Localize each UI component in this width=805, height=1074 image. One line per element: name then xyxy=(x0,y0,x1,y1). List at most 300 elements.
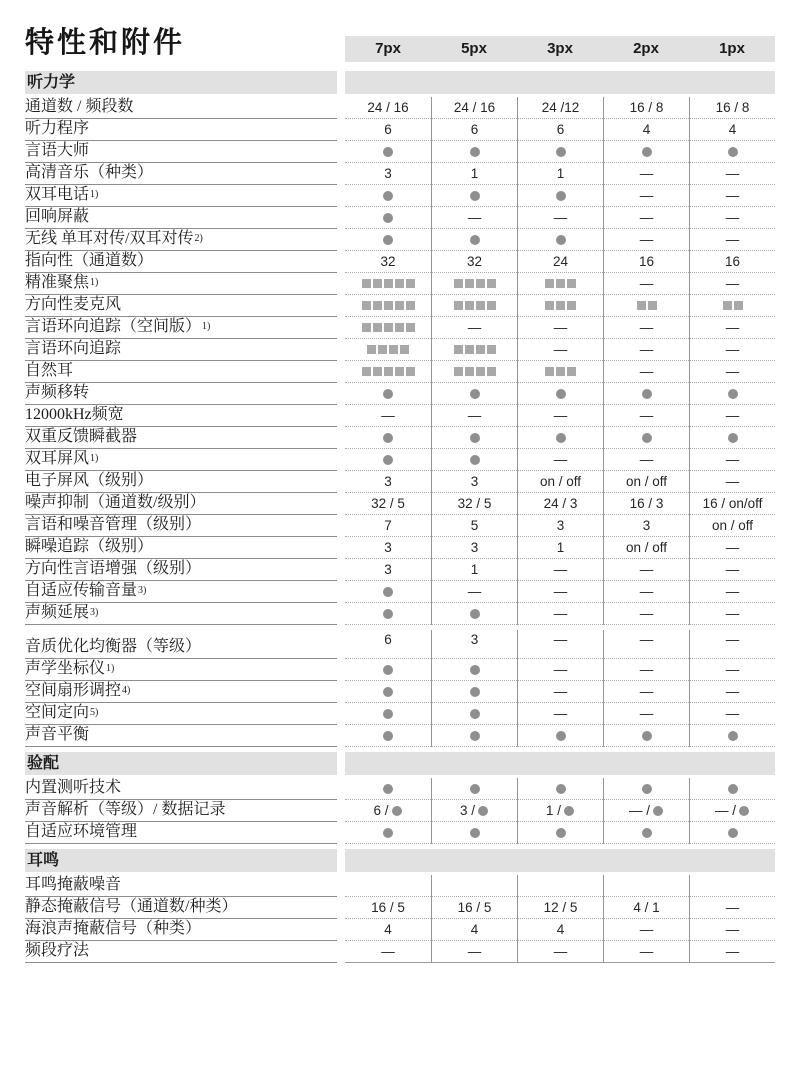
cell-text: 1 xyxy=(556,540,565,555)
row-label xyxy=(25,603,337,625)
cell-text: — xyxy=(553,320,568,335)
cell xyxy=(345,493,431,515)
row-cells xyxy=(345,822,775,844)
table-row xyxy=(25,515,805,537)
row-cells xyxy=(345,251,775,273)
cell xyxy=(431,405,517,427)
page-title: 特性和附件 xyxy=(25,27,186,59)
cell-text: on / off xyxy=(625,474,668,489)
cell-text: 3 xyxy=(384,166,392,181)
level-square-icon xyxy=(545,367,554,376)
cell-text: — xyxy=(725,540,740,555)
row-cells xyxy=(345,919,775,941)
cell xyxy=(689,725,775,747)
row-label xyxy=(25,449,337,471)
feature-dot-icon xyxy=(383,784,393,794)
cell xyxy=(689,559,775,581)
cell xyxy=(431,163,517,185)
cell xyxy=(431,427,517,449)
cell-text: — xyxy=(639,706,654,721)
cell xyxy=(431,603,517,625)
feature-dot-icon xyxy=(383,455,393,465)
cell-text: — xyxy=(725,232,740,247)
cell-text: 3 xyxy=(556,518,565,533)
level-square-icon xyxy=(465,301,474,310)
feature-dot-icon xyxy=(642,433,652,443)
cell xyxy=(689,317,775,339)
cell-text: — xyxy=(553,562,568,577)
level-square-icon xyxy=(454,367,463,376)
level-square-icon xyxy=(476,345,485,354)
cell-text: — xyxy=(725,944,740,959)
cell-text: — / xyxy=(714,803,736,818)
cell xyxy=(603,361,689,383)
table-row xyxy=(25,800,805,822)
cell-text: on / off xyxy=(625,540,668,555)
level-square-icon xyxy=(378,345,387,354)
footnote-marker: 1) xyxy=(106,663,115,674)
row-label-text: 静态掩蔽信号（通道数/种类） xyxy=(25,898,238,915)
row-label xyxy=(25,97,337,119)
feature-dot-icon xyxy=(556,191,566,201)
row-label-text: 方向性言语增强（级别） xyxy=(25,560,202,577)
cell xyxy=(689,383,775,405)
cell-text: — xyxy=(553,452,568,467)
feature-dot-icon xyxy=(556,731,566,741)
cell-text: 24 / 3 xyxy=(543,496,578,511)
page-header xyxy=(0,0,805,66)
cell xyxy=(603,537,689,559)
cell xyxy=(689,493,775,515)
cell-text: — xyxy=(553,606,568,621)
row-label xyxy=(25,295,337,317)
cell xyxy=(345,383,431,405)
row-label-text: 无线 单耳对传/双耳对传 xyxy=(25,230,194,247)
cell-text: — xyxy=(725,562,740,577)
cell xyxy=(345,875,431,897)
cell xyxy=(517,185,603,207)
cell xyxy=(689,207,775,229)
feature-dot-icon xyxy=(383,687,393,697)
cell xyxy=(517,800,603,822)
level-square-icon xyxy=(454,345,463,354)
footnote-marker: 3) xyxy=(90,607,99,618)
level-square-icon xyxy=(567,367,576,376)
cell xyxy=(603,515,689,537)
cell-text: 16 / 3 xyxy=(629,496,664,511)
cell-text: 16 / 8 xyxy=(629,100,664,115)
feature-dot-icon xyxy=(653,806,663,816)
cell-text: 3 xyxy=(384,474,392,489)
cell-text: 1 / xyxy=(545,803,561,818)
cell xyxy=(603,97,689,119)
row-cells xyxy=(345,725,775,747)
cell xyxy=(689,339,775,361)
cell-text: — xyxy=(553,662,568,677)
row-label xyxy=(25,941,337,963)
feature-dot-icon xyxy=(470,828,480,838)
cell-text: — xyxy=(639,342,654,357)
feature-dot-icon xyxy=(470,191,480,201)
row-cells xyxy=(345,681,775,703)
cell xyxy=(689,778,775,800)
column-header-5px: 5px xyxy=(461,40,487,57)
cell-text: 4 xyxy=(728,122,737,137)
cell xyxy=(345,659,431,681)
row-label-text: 声频移转 xyxy=(25,384,90,401)
feature-dot-icon xyxy=(470,731,480,741)
table-row xyxy=(25,630,805,659)
row-cells xyxy=(345,97,775,119)
row-label xyxy=(25,229,337,251)
table-row xyxy=(25,449,805,471)
table-row xyxy=(25,361,805,383)
row-cells xyxy=(345,339,775,361)
cell xyxy=(689,405,775,427)
row-label xyxy=(25,185,337,207)
row-cells xyxy=(345,559,775,581)
cell xyxy=(431,471,517,493)
cell xyxy=(603,449,689,471)
cell xyxy=(517,339,603,361)
cell xyxy=(689,471,775,493)
cell-text: — xyxy=(639,632,654,647)
cell xyxy=(603,875,689,897)
level-square-icon xyxy=(395,279,404,288)
row-label xyxy=(25,919,337,941)
row-label xyxy=(25,800,337,822)
level-square-icon xyxy=(567,301,576,310)
cell xyxy=(345,537,431,559)
cell xyxy=(345,515,431,537)
cell-text: on / off xyxy=(539,474,582,489)
table-row xyxy=(25,919,805,941)
cell xyxy=(603,207,689,229)
row-label-text: 双耳电话 xyxy=(25,186,90,203)
cell xyxy=(517,778,603,800)
cell xyxy=(603,119,689,141)
cell xyxy=(431,537,517,559)
cell xyxy=(517,822,603,844)
level-square-icon xyxy=(487,367,496,376)
cell-text: 4 xyxy=(642,122,651,137)
cell xyxy=(689,581,775,603)
footnote-marker: 1) xyxy=(90,453,99,464)
row-cells xyxy=(345,471,775,493)
cell xyxy=(689,515,775,537)
level-square-icon xyxy=(545,301,554,310)
level-square-icon xyxy=(373,279,382,288)
level-square-icon xyxy=(487,345,496,354)
cell-text: 3 xyxy=(470,474,479,489)
cell-text: — xyxy=(725,922,740,937)
table-row xyxy=(25,141,805,163)
section-header-row xyxy=(25,849,805,872)
level-square-icon xyxy=(454,279,463,288)
table-row xyxy=(25,471,805,493)
cell-text: — xyxy=(467,210,482,225)
table-column-headers xyxy=(345,36,775,62)
level-square-icon xyxy=(395,367,404,376)
section-1 xyxy=(0,752,805,844)
level-square-icon xyxy=(384,323,393,332)
level-square-icon xyxy=(406,323,415,332)
spec-table xyxy=(0,71,805,963)
table-row xyxy=(25,163,805,185)
cell xyxy=(689,273,775,295)
table-row xyxy=(25,778,805,800)
cell xyxy=(345,630,431,659)
row-cells xyxy=(345,295,775,317)
cell xyxy=(517,875,603,897)
row-label xyxy=(25,659,337,681)
column-header-3px: 3px xyxy=(547,40,573,57)
cell xyxy=(603,941,689,963)
cell xyxy=(517,119,603,141)
cell xyxy=(689,163,775,185)
cell xyxy=(345,703,431,725)
cell-text: 4 / 1 xyxy=(633,900,660,915)
cell xyxy=(431,659,517,681)
feature-dot-icon xyxy=(383,709,393,719)
feature-dot-icon xyxy=(383,235,393,245)
row-cells xyxy=(345,941,775,963)
cell xyxy=(431,493,517,515)
table-row xyxy=(25,659,805,681)
table-row xyxy=(25,251,805,273)
row-label xyxy=(25,681,337,703)
cell-text: — xyxy=(553,584,568,599)
cell xyxy=(517,449,603,471)
row-label-text: 声频延展 xyxy=(25,604,90,621)
cell-text: 1 xyxy=(470,562,479,577)
cell xyxy=(431,778,517,800)
cell xyxy=(431,317,517,339)
row-cells xyxy=(345,449,775,471)
cell-text: 3 xyxy=(470,632,479,647)
cell xyxy=(689,119,775,141)
cell-text: — xyxy=(725,364,740,379)
feature-dot-icon xyxy=(470,455,480,465)
row-label-text: 双耳屏风 xyxy=(25,450,90,467)
footnote-marker: 1) xyxy=(90,189,99,200)
row-label-text: 声音平衡 xyxy=(25,726,90,743)
row-cells xyxy=(345,207,775,229)
row-cells xyxy=(345,119,775,141)
cell xyxy=(689,875,775,897)
cell xyxy=(689,185,775,207)
row-cells xyxy=(345,630,775,659)
section-2 xyxy=(0,849,805,963)
cell xyxy=(345,405,431,427)
section-header-row xyxy=(25,752,805,775)
row-cells xyxy=(345,800,775,822)
level-square-icon xyxy=(395,301,404,310)
cell xyxy=(603,185,689,207)
level-square-icon xyxy=(362,301,371,310)
cell xyxy=(431,207,517,229)
level-square-icon xyxy=(406,301,415,310)
feature-dot-icon xyxy=(642,784,652,794)
row-label xyxy=(25,405,337,427)
section-title: 验配 xyxy=(25,752,337,775)
row-label xyxy=(25,207,337,229)
cell xyxy=(345,471,431,493)
row-label xyxy=(25,537,337,559)
section-title: 听力学 xyxy=(25,71,337,94)
cell-text: — xyxy=(639,452,654,467)
cell xyxy=(517,427,603,449)
cell xyxy=(517,207,603,229)
row-label-text: 海浪声掩蔽信号（种类） xyxy=(25,920,202,937)
cell xyxy=(603,659,689,681)
cell xyxy=(517,295,603,317)
table-row xyxy=(25,537,805,559)
row-label xyxy=(25,273,337,295)
feature-dot-icon xyxy=(383,587,393,597)
level-square-icon xyxy=(465,367,474,376)
feature-dot-icon xyxy=(383,828,393,838)
cell xyxy=(689,361,775,383)
feature-dot-icon xyxy=(556,235,566,245)
feature-dot-icon xyxy=(728,433,738,443)
cell xyxy=(689,681,775,703)
row-cells xyxy=(345,405,775,427)
level-square-icon xyxy=(465,279,474,288)
cell xyxy=(517,681,603,703)
cell xyxy=(689,603,775,625)
level-square-icon xyxy=(723,301,732,310)
cell xyxy=(603,427,689,449)
table-row xyxy=(25,875,805,897)
feature-dot-icon xyxy=(470,235,480,245)
cell xyxy=(345,339,431,361)
row-label xyxy=(25,493,337,515)
cell-text: — xyxy=(725,320,740,335)
cell xyxy=(345,822,431,844)
cell-text: — xyxy=(725,276,740,291)
level-square-icon xyxy=(400,345,409,354)
cell-text: — xyxy=(639,210,654,225)
row-label-text: 空间扇形调控 xyxy=(25,682,122,699)
cell-text: — xyxy=(639,408,654,423)
cell-text: — xyxy=(639,944,654,959)
row-label-text: 言语大师 xyxy=(25,142,90,159)
cell xyxy=(345,681,431,703)
feature-dot-icon xyxy=(383,609,393,619)
cell xyxy=(517,630,603,659)
cell-text: 5 xyxy=(470,518,479,533)
row-cells xyxy=(345,659,775,681)
table-row xyxy=(25,493,805,515)
cell xyxy=(689,703,775,725)
cell xyxy=(345,778,431,800)
cell xyxy=(603,603,689,625)
level-square-icon xyxy=(637,301,646,310)
cell-text: 3 / xyxy=(459,803,475,818)
row-cells xyxy=(345,317,775,339)
cell-text: 3 xyxy=(384,562,392,577)
cell xyxy=(689,449,775,471)
row-cells xyxy=(345,778,775,800)
feature-dot-icon xyxy=(642,147,652,157)
cell xyxy=(517,897,603,919)
cell xyxy=(345,97,431,119)
row-label-text: 声学坐标仪 xyxy=(25,660,106,677)
row-label-text: 言语和噪音管理（级别） xyxy=(25,516,202,533)
row-cells xyxy=(345,383,775,405)
cell xyxy=(603,897,689,919)
row-label-text: 自适应传输音量 xyxy=(25,582,138,599)
row-label-text: 自然耳 xyxy=(25,362,74,379)
table-row xyxy=(25,207,805,229)
cell xyxy=(345,800,431,822)
table-row xyxy=(25,339,805,361)
table-row xyxy=(25,97,805,119)
row-label xyxy=(25,471,337,493)
row-label-text: 空间定向 xyxy=(25,704,90,721)
table-row xyxy=(25,559,805,581)
cell xyxy=(689,251,775,273)
cell xyxy=(603,581,689,603)
row-label xyxy=(25,875,337,897)
row-cells xyxy=(345,361,775,383)
feature-dot-icon xyxy=(478,806,488,816)
cell-text: — xyxy=(553,632,568,647)
row-label xyxy=(25,383,337,405)
cell-text: — xyxy=(553,684,568,699)
feature-dot-icon xyxy=(383,665,393,675)
cell xyxy=(517,515,603,537)
cell xyxy=(689,427,775,449)
table-row xyxy=(25,405,805,427)
cell-text: — xyxy=(725,188,740,203)
cell xyxy=(517,659,603,681)
level-square-icon xyxy=(487,279,496,288)
footnote-marker: 1) xyxy=(202,321,211,332)
feature-dot-icon xyxy=(642,389,652,399)
cell-text: 24 / 16 xyxy=(453,100,496,115)
cell xyxy=(603,471,689,493)
cell-text: — xyxy=(725,662,740,677)
cell-text: — xyxy=(725,606,740,621)
cell-text: 7 xyxy=(384,518,392,533)
cell xyxy=(603,725,689,747)
cell xyxy=(603,273,689,295)
row-label xyxy=(25,559,337,581)
row-label-text: 自适应环境管理 xyxy=(25,823,138,840)
level-square-icon xyxy=(373,367,382,376)
feature-dot-icon xyxy=(470,147,480,157)
cell xyxy=(603,559,689,581)
cell xyxy=(431,449,517,471)
cell xyxy=(689,800,775,822)
level-square-icon xyxy=(556,279,565,288)
level-square-icon xyxy=(384,279,393,288)
cell xyxy=(431,295,517,317)
cell xyxy=(431,703,517,725)
cell xyxy=(345,559,431,581)
cell xyxy=(517,603,603,625)
footnote-marker: 5) xyxy=(90,707,99,718)
cell xyxy=(345,163,431,185)
cell xyxy=(431,97,517,119)
cell xyxy=(431,559,517,581)
level-square-icon xyxy=(406,279,415,288)
feature-dot-icon xyxy=(383,147,393,157)
cell-text: — xyxy=(725,632,740,647)
cell xyxy=(345,361,431,383)
